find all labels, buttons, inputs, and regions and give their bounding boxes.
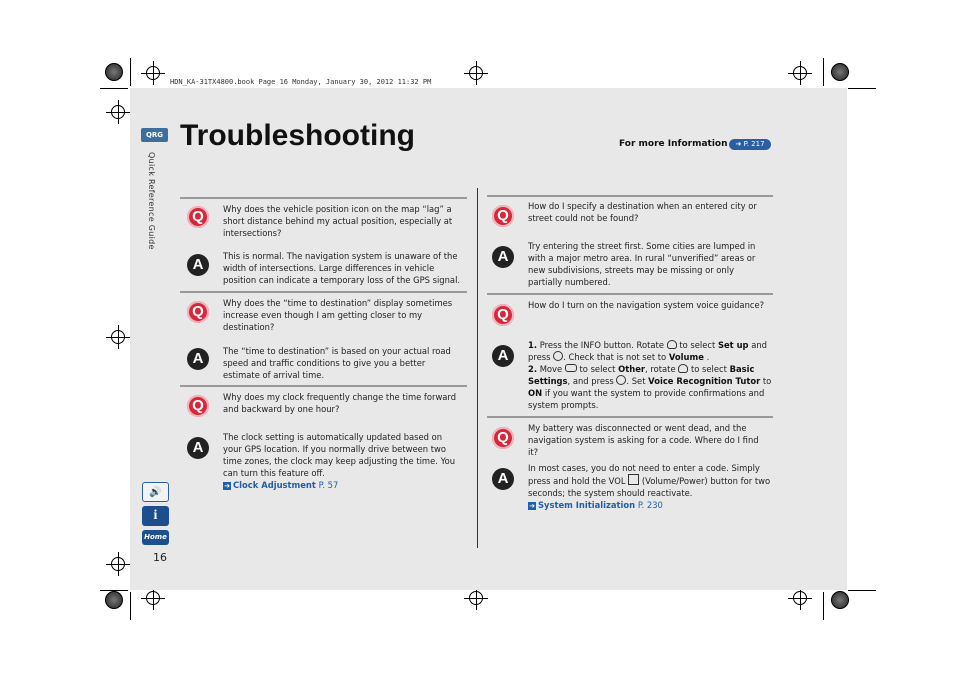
qa-divider <box>487 416 773 418</box>
answer-badge: A <box>187 348 209 370</box>
answer-text: This is normal. The navigation system is unaware of the width of intersections. Large differences in vehicle position can indicate a temporary loss of the GPS signal. <box>223 251 461 285</box>
registration-dot <box>105 591 123 609</box>
answer-badge: A <box>492 468 514 490</box>
crop-mark <box>130 58 131 86</box>
enter-button-icon <box>616 375 626 385</box>
answer-badge: A <box>187 437 209 459</box>
link-arrow-icon: ➔ <box>529 502 535 510</box>
answer-badge: A <box>187 254 209 276</box>
qa-divider <box>487 293 773 295</box>
link-page[interactable]: P. 57 <box>318 480 339 490</box>
crop-mark <box>848 590 876 591</box>
print-header: HDN_KA-31TX4800.book Page 16 Monday, January 30, 2012 11:32 PM <box>170 78 432 86</box>
qa-divider <box>180 291 467 293</box>
answer-body: The clock setting is automatically updated based on your GPS location. If you normally drive between two time zones, the clock may keep adjusting the time. You can turn this feature off. <box>223 432 456 478</box>
answer-text: Try entering the street first. Some cities are lumped in with a major metro area. In rural “unverified” areas or new subdivisions, streets may be missing or only partially numbered. <box>528 241 756 287</box>
more-info-page-link[interactable]: ➔ P. 217 <box>729 139 771 150</box>
registration-dot <box>105 63 123 81</box>
interface-dial-icon <box>678 364 688 373</box>
qa-divider <box>487 195 773 197</box>
question-badge: Q <box>187 395 209 417</box>
qa-divider <box>180 385 467 387</box>
registration-mark <box>111 330 125 344</box>
registration-dot <box>831 63 849 81</box>
enter-button-icon <box>553 351 563 361</box>
home-icon[interactable]: Home <box>142 530 169 545</box>
question-badge: Q <box>492 304 514 326</box>
registration-mark <box>469 591 483 605</box>
power-button-icon <box>628 474 639 485</box>
qrg-tab[interactable]: QRG <box>141 128 168 142</box>
crop-mark <box>100 88 128 89</box>
answer-badge: A <box>492 246 514 268</box>
page-number: 16 <box>153 551 167 564</box>
link-page[interactable]: P. 230 <box>637 500 663 510</box>
question-badge: Q <box>492 427 514 449</box>
registration-mark <box>111 557 125 571</box>
registration-mark <box>469 66 483 80</box>
link-arrow-icon: ➔ <box>735 140 742 148</box>
crop-mark <box>130 592 131 620</box>
system-initialization-link[interactable]: ➔ System Initialization <box>529 500 636 510</box>
question-badge: Q <box>492 205 514 227</box>
crop-mark <box>100 590 128 591</box>
step-1: 1. Press the INFO button. Rotate to select Set up and press . Check that is not set to Volume . <box>528 340 767 362</box>
registration-mark <box>146 591 160 605</box>
column-divider <box>477 188 478 548</box>
registration-mark <box>111 105 125 119</box>
link-arrow-icon: ➔ <box>224 482 230 490</box>
interface-dial-icon <box>667 340 677 349</box>
voice-command-icon[interactable]: 🔊 <box>142 482 169 502</box>
question-text: How do I specify a destination when an entered city or street could not be found? <box>528 201 757 223</box>
registration-dot <box>831 591 849 609</box>
section-side-label: Quick Reference Guide <box>147 152 156 250</box>
answer-badge: A <box>492 345 514 367</box>
question-text: Why does the vehicle position icon on the map “lag” a short distance behind my actual position, especially at intersections? <box>223 204 453 238</box>
registration-mark <box>793 66 807 80</box>
registration-mark <box>793 591 807 605</box>
move-stick-icon <box>565 364 577 372</box>
question-badge: Q <box>187 206 209 228</box>
question-text: Why does my clock frequently change the time forward and backward by one hour? <box>223 392 457 414</box>
crop-mark <box>823 592 824 620</box>
question-text: Why does the “time to destination” display sometimes increase even though I am getting closer to my destination? <box>223 298 453 332</box>
qa-divider <box>180 197 467 199</box>
clock-adjustment-link[interactable]: ➔ Clock Adjustment <box>224 480 316 490</box>
answer-text: The “time to destination” is based on your actual road speed and traffic conditions to give you a better estimate of arrival time. <box>223 346 451 380</box>
question-badge: Q <box>187 301 209 323</box>
answer-text <box>223 431 463 491</box>
question-text: My battery was disconnected or went dead, and the navigation system is asking for a code. Where do I find it? <box>528 423 759 457</box>
info-icon[interactable]: i <box>142 506 169 526</box>
page-title: Troubleshooting <box>180 119 415 152</box>
question-text: How do I turn on the navigation system voice guidance? <box>528 300 765 310</box>
crop-mark <box>848 88 876 89</box>
crop-mark <box>823 58 824 86</box>
answer-text: In most cases, you do not need to enter a code. Simply press and hold the VOL (Volume/Power) button for two seconds; the system should reactivate. ➔ System Initialization P. 230 <box>528 463 771 510</box>
step-2: 2. Move to select Other, rotate to select Basic Settings, and press . Set Voice Recognition Tutor to ON if you want the system to provide confirmations and system prompts. <box>528 364 772 410</box>
answer-steps <box>528 339 772 411</box>
more-info-label: For more Information <box>619 139 728 149</box>
registration-mark <box>146 66 160 80</box>
